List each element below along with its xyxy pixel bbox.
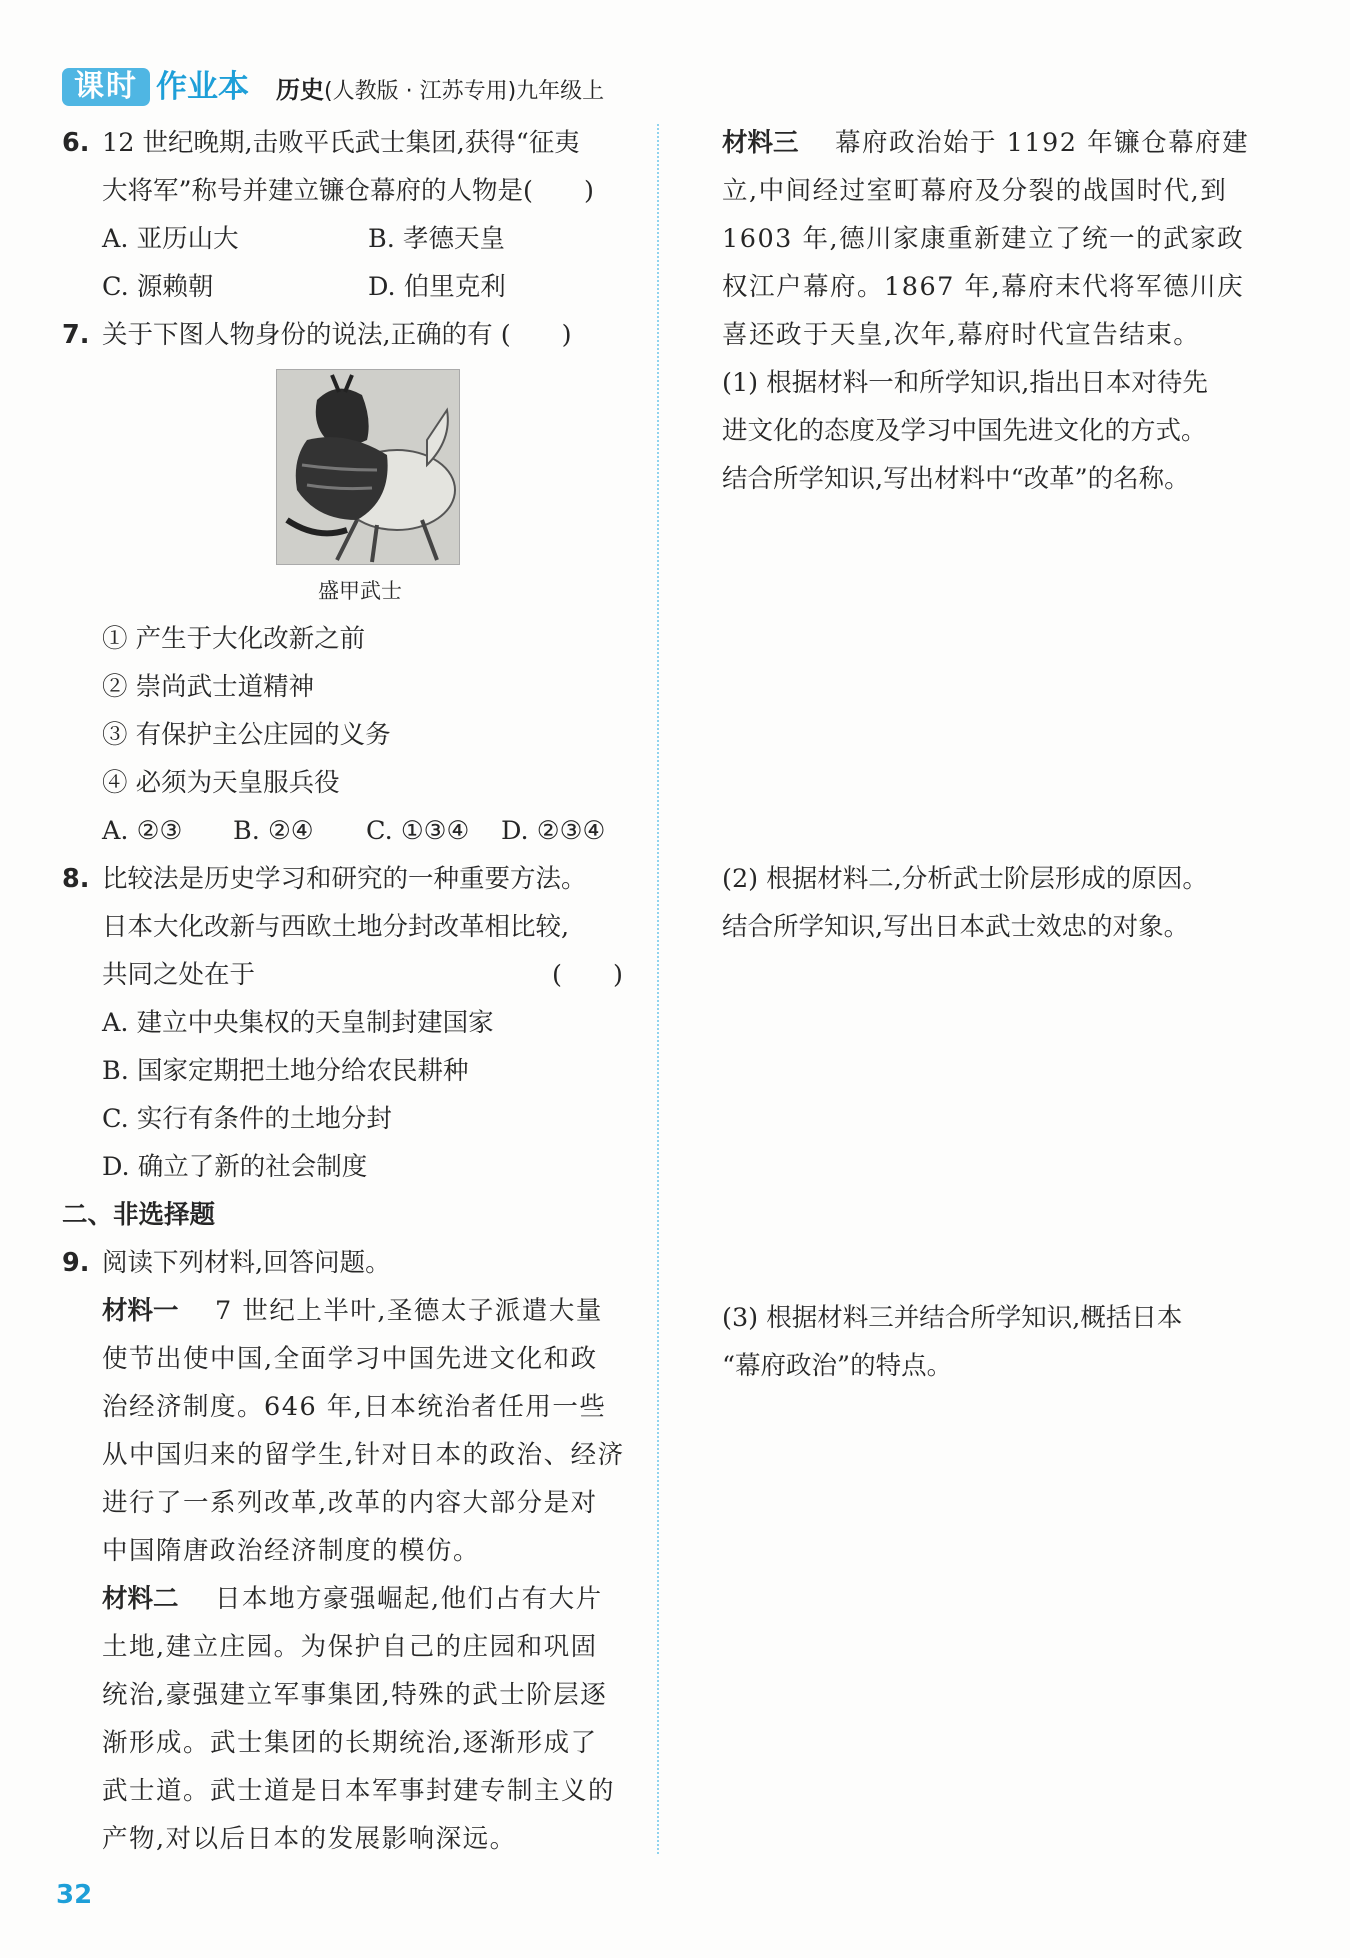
statement-4: ④ 必须为天皇服兵役 <box>102 768 340 798</box>
material-text: 武士道。武士道是日本军事封建专制主义的 <box>102 1776 616 1806</box>
question-text: 12 世纪晚期,击败平氏武士集团,获得“征夷 <box>102 128 580 158</box>
option-b: B. 国家定期把土地分给农民耕种 <box>102 1056 469 1086</box>
column-divider <box>657 124 659 1854</box>
material-text: 治经济制度。646 年,日本统治者任用一些 <box>102 1392 607 1422</box>
section-heading: 二、非选择题 <box>62 1200 216 1230</box>
question-text: 关于下图人物身份的说法,正确的有 ( ) <box>102 320 572 350</box>
material-label: 材料三 <box>722 128 799 158</box>
question-number: 9. <box>62 1248 90 1278</box>
samurai-photo <box>276 369 460 565</box>
material-text: 权江户幕府。1867 年,幕府末代将军德川庆 <box>722 272 1245 302</box>
page-number: 32 <box>56 1880 93 1910</box>
material-text: 中国隋唐政治经济制度的模仿。 <box>102 1536 481 1566</box>
option-c: C. 实行有条件的土地分封 <box>102 1104 392 1134</box>
option-a: A. 亚历山大 <box>102 224 239 254</box>
option-a: A. ②③ <box>102 816 183 846</box>
subject-label: 历史 <box>276 76 324 104</box>
question-text: 日本大化改新与西欧土地分封改革相比较, <box>102 912 570 942</box>
brand-name: 作业本 <box>156 69 249 105</box>
question-text: 共同之处在于 <box>102 960 256 990</box>
option-c: C. ①③④ <box>366 816 470 846</box>
option-a: A. 建立中央集权的天皇制封建国家 <box>102 1008 494 1038</box>
book-subtitle <box>276 72 604 110</box>
sub-question-1: 结合所学知识,写出材料中“改革”的名称。 <box>722 464 1190 494</box>
answer-paren: ( ) <box>552 960 623 990</box>
material-label: 材料二 <box>102 1584 179 1614</box>
option-d: D. 伯里克利 <box>368 272 506 302</box>
material-text: 使节出使中国,全面学习中国先进文化和政 <box>102 1344 598 1374</box>
photo-caption: 盛甲武士 <box>318 579 402 603</box>
statement-2: ② 崇尚武士道精神 <box>102 672 315 702</box>
material-text: 1603 年,德川家康重新建立了统一的武家政 <box>722 224 1245 254</box>
option-c: C. 源赖朝 <box>102 272 214 302</box>
question-number: 8. <box>62 864 90 894</box>
material-text: 7 世纪上半叶,圣德太子派遣大量 <box>215 1296 603 1326</box>
edition-label: (人教版 · 江苏专用)九年级上 <box>324 79 605 104</box>
option-d: D. 确立了新的社会制度 <box>102 1152 368 1182</box>
sub-question-1: 进文化的态度及学习中国先进文化的方式。 <box>722 416 1207 446</box>
material-text: 进行了一系列改革,改革的内容大部分是对 <box>102 1488 598 1518</box>
statement-3: ③ 有保护主公庄园的义务 <box>102 720 391 750</box>
question-number: 6. <box>62 128 90 158</box>
option-b: B. ②④ <box>233 816 314 846</box>
sub-question-2: 结合所学知识,写出日本武士效忠的对象。 <box>722 912 1190 942</box>
material-text: 土地,建立庄园。为保护自己的庄园和巩固 <box>102 1632 598 1662</box>
question-text: 阅读下列材料,回答问题。 <box>102 1248 391 1278</box>
sub-question-3: (3) 根据材料三并结合所学知识,概括日本 <box>722 1303 1183 1333</box>
material-text: 产物,对以后日本的发展影响深远。 <box>102 1824 517 1854</box>
material-text: 立,中间经过室町幕府及分裂的战国时代,到 <box>722 176 1228 206</box>
material-label: 材料一 <box>102 1296 179 1326</box>
material-text: 从中国归来的留学生,针对日本的政治、经济 <box>102 1440 625 1470</box>
material-text: 日本地方豪强崛起,他们占有大片 <box>215 1584 603 1614</box>
question-number: 7. <box>62 320 90 350</box>
option-b: B. 孝德天皇 <box>368 224 505 254</box>
sub-question-2: (2) 根据材料二,分析武士阶层形成的原因。 <box>722 864 1208 894</box>
sub-question-1: (1) 根据材料一和所学知识,指出日本对待先 <box>722 368 1208 398</box>
sub-question-3: “幕府政治”的特点。 <box>722 1351 953 1381</box>
material-text: 喜还政于天皇,次年,幕府时代宣告结束。 <box>722 320 1201 350</box>
question-text: 大将军”称号并建立镰仓幕府的人物是( ) <box>102 176 594 206</box>
page-header <box>62 66 762 112</box>
material-text: 渐形成。武士集团的长期统治,逐渐形成了 <box>102 1728 598 1758</box>
material-text: 统治,豪强建立军事集团,特殊的武士阶层逐 <box>102 1680 608 1710</box>
statement-1: ① 产生于大化改新之前 <box>102 624 366 654</box>
brand-logo: 课时 <box>62 68 150 106</box>
option-d: D. ②③④ <box>501 816 606 846</box>
material-text: 幕府政治始于 1192 年镰仓幕府建 <box>835 128 1250 158</box>
question-text: 比较法是历史学习和研究的一种重要方法。 <box>102 864 587 894</box>
